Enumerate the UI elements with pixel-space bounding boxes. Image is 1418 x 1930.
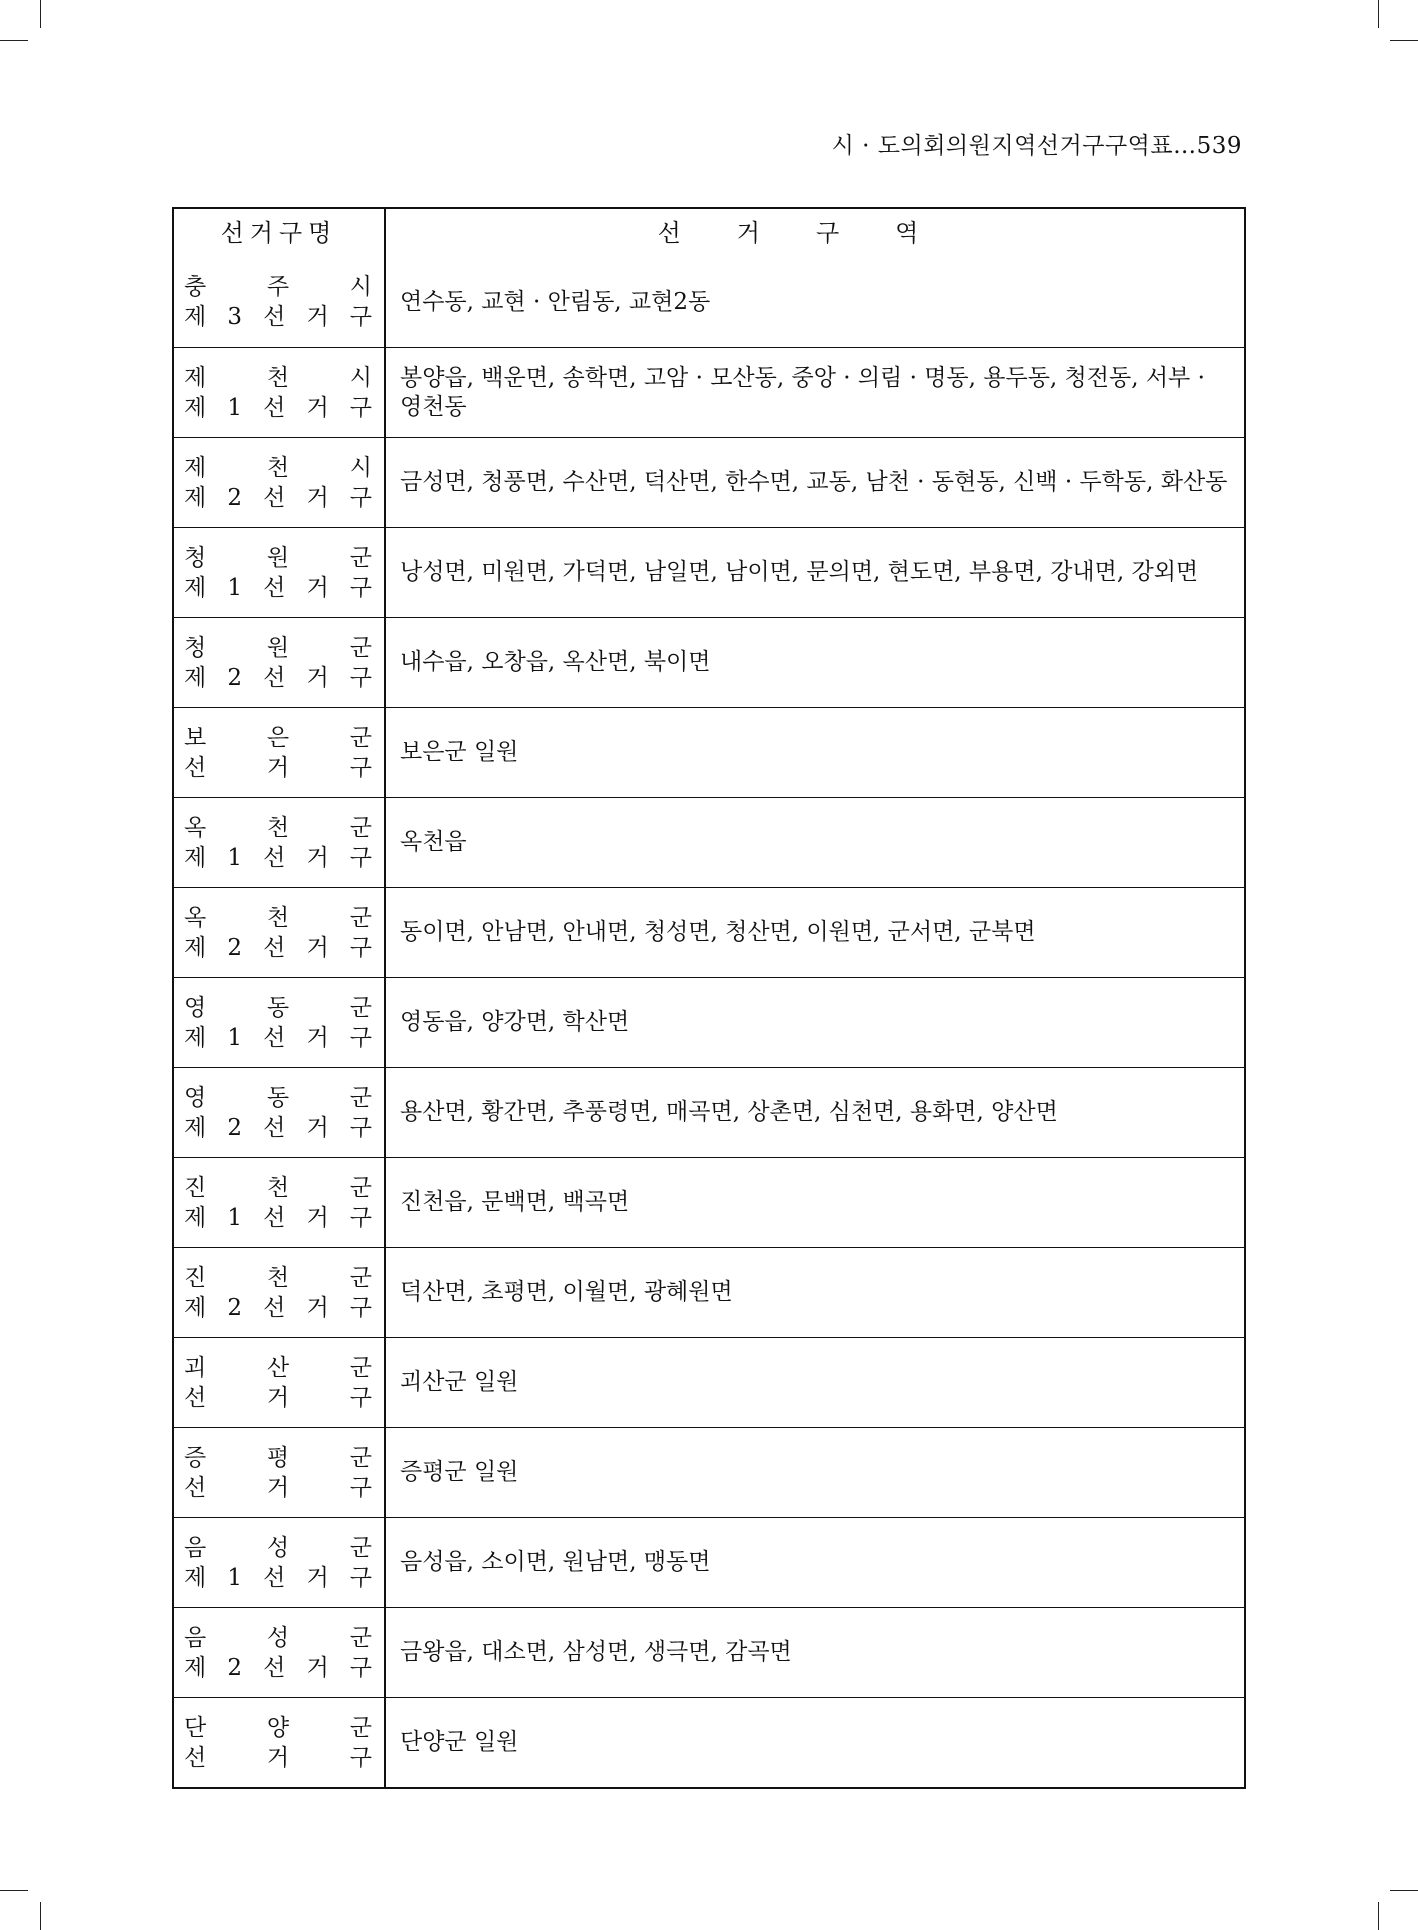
district-name-cell — [174, 438, 386, 527]
crop-mark — [0, 40, 28, 41]
table-header-row — [174, 209, 1244, 257]
district-area-cell: 진천읍, 문백면, 백곡면 — [400, 1189, 630, 1215]
table-row — [174, 1247, 1244, 1337]
district-name-line-2: 선 거 구 — [184, 1744, 374, 1771]
table-row — [174, 437, 1244, 527]
table-row — [174, 1067, 1244, 1157]
table-row — [174, 707, 1244, 797]
district-area-cell: 덕산면, 초평면, 이월면, 광혜원면 — [400, 1279, 733, 1305]
district-area-cell: 증평군 일원 — [400, 1459, 519, 1485]
district-name-cell — [174, 1698, 386, 1787]
district-name-cell — [174, 798, 386, 887]
district-name-line-2: 제 2 선 거 구 — [184, 934, 374, 961]
crop-mark — [1378, 0, 1379, 28]
district-name-line-1: 옥 천 군 — [184, 904, 374, 931]
district-name-line-1: 진 천 군 — [184, 1174, 374, 1201]
district-name-cell — [174, 1338, 386, 1427]
crop-mark — [1378, 1902, 1379, 1930]
district-area-cell: 단양군 일원 — [400, 1729, 519, 1755]
table-row — [174, 1607, 1244, 1697]
district-name-line-1: 증 평 군 — [184, 1444, 374, 1471]
district-name-line-2: 제 1 선 거 구 — [184, 1024, 374, 1051]
table-row — [174, 257, 1244, 347]
running-head: 시 · 도의회의원지역선거구구역표…539 — [831, 133, 1242, 159]
district-name-cell — [174, 1068, 386, 1157]
district-name-cell — [174, 618, 386, 707]
district-name-line-1: 음 성 군 — [184, 1534, 374, 1561]
district-area-cell: 괴산군 일원 — [400, 1369, 519, 1395]
district-name-cell — [174, 348, 386, 437]
district-name-line-2: 제 1 선 거 구 — [184, 574, 374, 601]
district-table — [172, 207, 1246, 1789]
district-name-line-1: 음 성 군 — [184, 1624, 374, 1651]
district-name-line-2: 제 1 선 거 구 — [184, 1564, 374, 1591]
district-name-cell — [174, 888, 386, 977]
district-name-cell — [174, 1248, 386, 1337]
district-name-line-2: 제 2 선 거 구 — [184, 484, 374, 511]
district-name-line-1: 청 원 군 — [184, 634, 374, 661]
district-name-line-1: 충 주 시 — [184, 274, 374, 300]
table-row — [174, 527, 1244, 617]
district-area-cell: 영동읍, 양강면, 학산면 — [400, 1009, 630, 1035]
header-district-name: 선거구명 — [174, 209, 386, 257]
district-name-line-2: 선 거 구 — [184, 1384, 374, 1411]
district-name-line-1: 영 동 군 — [184, 1084, 374, 1111]
district-name-line-2: 제 1 선 거 구 — [184, 394, 374, 421]
header-district-area: 선거구역 — [657, 218, 975, 247]
district-area-cell: 연수동, 교현 · 안림동, 교현2동 — [400, 288, 711, 315]
table-row — [174, 797, 1244, 887]
district-area-cell: 옥천읍 — [400, 829, 467, 855]
district-name-cell — [174, 257, 386, 347]
table-row — [174, 617, 1244, 707]
district-name-cell — [174, 1518, 386, 1607]
district-name-line-2: 선 거 구 — [184, 754, 374, 781]
district-name-cell — [174, 1428, 386, 1517]
district-area-cell: 낭성면, 미원면, 가덕면, 남일면, 남이면, 문의면, 현도면, 부용면, 강내면, 강외면 — [400, 559, 1199, 585]
table-row — [174, 1697, 1244, 1787]
table-row — [174, 347, 1244, 437]
table-row — [174, 1427, 1244, 1517]
district-name-line-1: 청 원 군 — [184, 544, 374, 571]
district-area-cell: 음성읍, 소이면, 원남면, 맹동면 — [400, 1549, 711, 1575]
district-area-cell: 금성면, 청풍면, 수산면, 덕산면, 한수면, 교동, 남천 · 동현동, 신백 · 두학동, 화산동 — [400, 469, 1228, 495]
district-name-line-1: 보 은 군 — [184, 724, 374, 751]
district-name-line-1: 제 천 시 — [184, 454, 374, 481]
district-area-cell: 내수읍, 오창읍, 옥산면, 북이면 — [400, 649, 711, 675]
district-name-cell — [174, 1608, 386, 1697]
district-name-line-2: 제 1 선 거 구 — [184, 844, 374, 871]
district-area-cell: 보은군 일원 — [400, 739, 519, 765]
district-name-line-2: 제 2 선 거 구 — [184, 664, 374, 691]
table-row — [174, 1157, 1244, 1247]
district-name-line-2: 제 2 선 거 구 — [184, 1654, 374, 1681]
district-name-line-2: 제 3 선 거 구 — [184, 304, 374, 330]
crop-mark — [1390, 1890, 1418, 1891]
district-name-line-1: 괴 산 군 — [184, 1354, 374, 1381]
district-name-line-1: 제 천 시 — [184, 364, 374, 391]
district-name-line-2: 제 2 선 거 구 — [184, 1114, 374, 1141]
crop-mark — [1390, 40, 1418, 41]
table-row — [174, 887, 1244, 977]
crop-mark — [40, 1902, 41, 1930]
crop-mark — [40, 0, 41, 28]
district-name-line-2: 제 2 선 거 구 — [184, 1294, 374, 1321]
district-area-cell: 용산면, 황간면, 추풍령면, 매곡면, 상촌면, 심천면, 용화면, 양산면 — [400, 1099, 1058, 1125]
district-name-cell — [174, 978, 386, 1067]
district-name-cell — [174, 1158, 386, 1247]
district-area-cell: 봉양읍, 백운면, 송학면, 고암 · 모산동, 중앙 · 의림 · 명동, 용두동, 청전동, 서부 · 영천동 — [400, 364, 1205, 420]
crop-mark — [0, 1890, 28, 1891]
district-name-line-2: 제 1 선 거 구 — [184, 1204, 374, 1231]
district-name-line-1: 진 천 군 — [184, 1264, 374, 1291]
table-row — [174, 1517, 1244, 1607]
district-name-line-1: 옥 천 군 — [184, 814, 374, 841]
district-name-cell — [174, 708, 386, 797]
district-area-cell: 금왕읍, 대소면, 삼성면, 생극면, 감곡면 — [400, 1639, 792, 1665]
district-name-cell — [174, 528, 386, 617]
district-name-line-1: 영 동 군 — [184, 994, 374, 1021]
district-name-line-2: 선 거 구 — [184, 1474, 374, 1501]
district-name-line-1: 단 양 군 — [184, 1714, 374, 1741]
table-row — [174, 977, 1244, 1067]
district-area-cell: 동이면, 안남면, 안내면, 청성면, 청산면, 이원면, 군서면, 군북면 — [400, 919, 1036, 945]
table-row — [174, 1337, 1244, 1427]
